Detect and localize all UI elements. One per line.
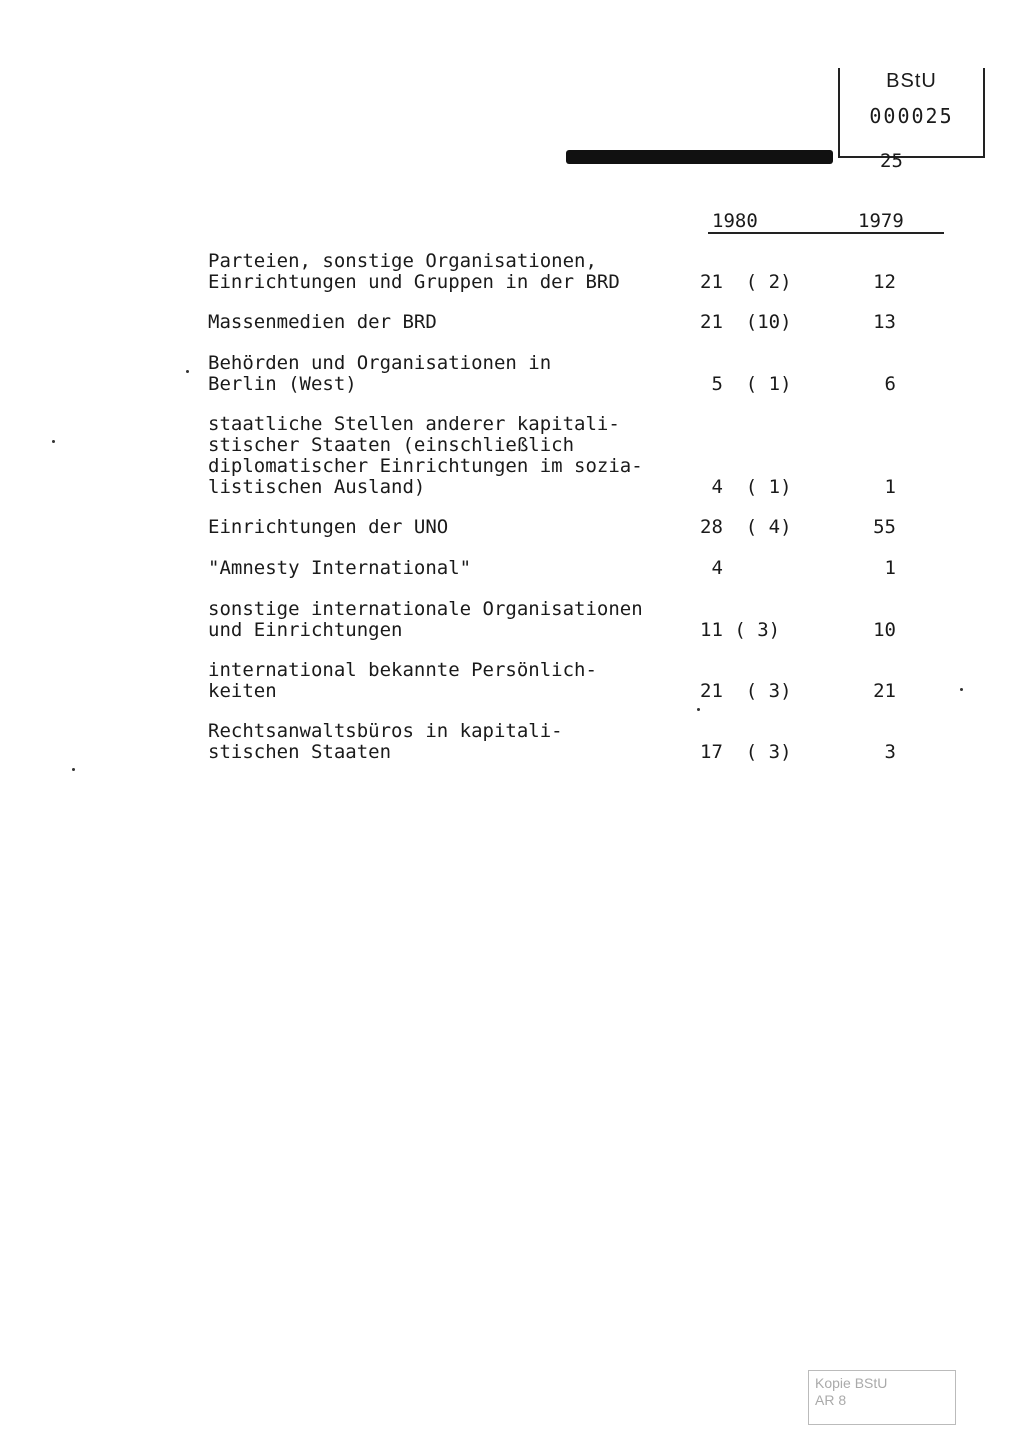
value-1980: 4 ( 1): [700, 476, 792, 498]
header-underline: [708, 232, 944, 234]
value-1980: 28 ( 4): [700, 516, 792, 538]
archive-stamp-line2: AR 8: [815, 1392, 847, 1408]
row-label: international bekannte Persönlich- keiten: [208, 659, 597, 702]
scan-speck: [697, 708, 700, 711]
stamp-label: BStU: [886, 70, 937, 92]
value-1979: 13: [873, 311, 896, 333]
redaction-bar: [566, 150, 833, 164]
value-1980: 21 ( 3): [700, 680, 792, 702]
value-1979: 1: [884, 476, 896, 498]
value-1980: 21 (10): [700, 311, 792, 333]
archive-stamp-line1: Kopie BStU: [815, 1375, 888, 1391]
scan-speck: [960, 688, 963, 691]
value-1980: 17 ( 3): [700, 741, 792, 763]
row-label: Parteien, sonstige Organisationen, Einrichtungen und Gruppen in der BRD: [208, 250, 620, 293]
row-label: Einrichtungen der UNO: [208, 516, 449, 538]
column-header-1980: 1980: [712, 210, 758, 232]
value-1979: 55: [873, 516, 896, 538]
value-1980: 11 ( 3): [700, 619, 781, 641]
value-1979: 6: [884, 373, 896, 395]
row-label: "Amnesty International": [208, 557, 472, 579]
bstu-stamp: [838, 68, 985, 158]
scan-speck: [186, 370, 189, 373]
archive-stamp: [808, 1370, 956, 1425]
value-1979: 21: [873, 680, 896, 702]
value-1980: 4: [700, 557, 723, 579]
row-label: Massenmedien der BRD: [208, 311, 437, 333]
row-label: Rechtsanwaltsbüros in kapitali- stischen Staaten: [208, 720, 563, 763]
row-label: staatliche Stellen anderer kapitali- stischer Staaten (einschließlich diplomatischer Einrichtungen im sozia- listischen Ausland): [208, 413, 643, 498]
stamp-number: 000025: [869, 104, 954, 128]
row-label: sonstige internationale Organisationen und Einrichtungen: [208, 598, 643, 641]
value-1980: 5 ( 1): [700, 373, 792, 395]
value-1979: 12: [873, 271, 896, 293]
value-1980: 21 ( 2): [700, 271, 792, 293]
column-header-1979: 1979: [858, 210, 904, 232]
value-1979: 10: [873, 619, 896, 641]
scan-speck: [52, 440, 55, 443]
row-label: Behörden und Organisationen in Berlin (West): [208, 352, 552, 395]
value-1979: 3: [884, 741, 896, 763]
scan-speck: [72, 768, 75, 771]
page-number: 25: [880, 150, 903, 172]
value-1979: 1: [884, 557, 896, 579]
